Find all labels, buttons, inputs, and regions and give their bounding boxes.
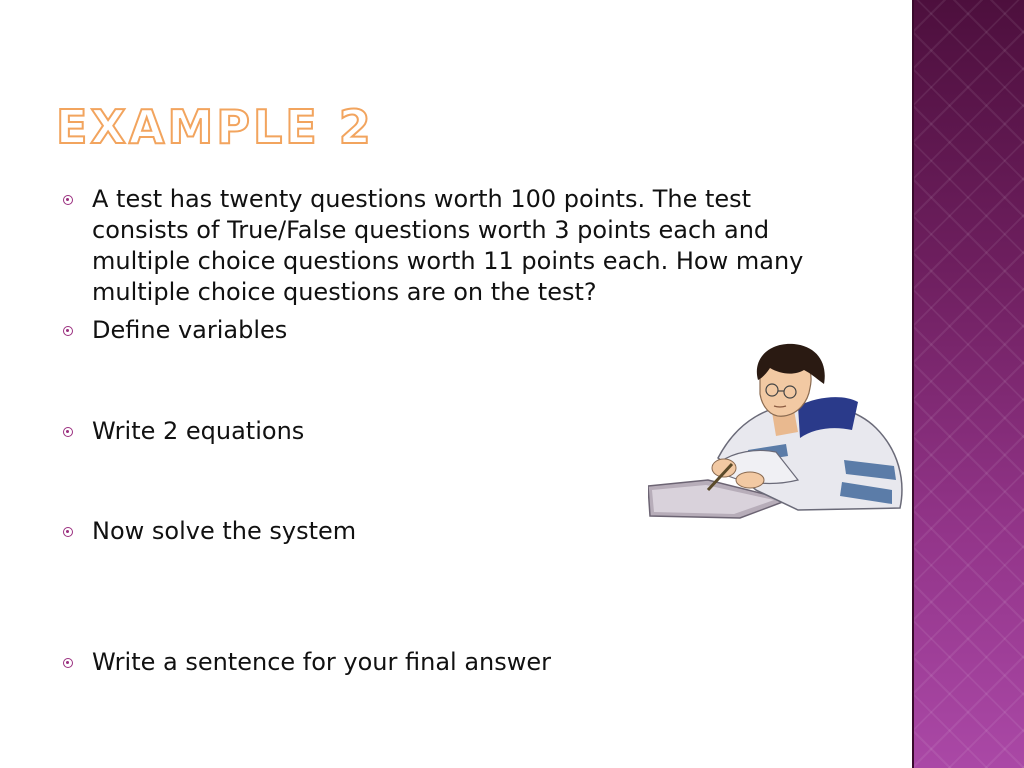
radio-bullet-icon (63, 195, 73, 205)
bullet-item (62, 184, 822, 308)
radio-bullet-icon (63, 427, 73, 437)
bullet-text: Write a sentence for your final answer (92, 648, 552, 676)
bullet-text: Now solve the system (92, 517, 357, 545)
radio-bullet-icon (63, 527, 73, 537)
student-writing-clipart (648, 340, 910, 520)
radio-bullet-icon (63, 326, 73, 336)
bullet-item (62, 516, 822, 547)
bullet-text: A test has twenty questions worth 100 points. The test consists of True/False questions worth 3 points each and multiple choice questions worth 11 points each. How many multiple choice questions are on the test? (92, 185, 804, 306)
bullet-text: Write 2 equations (92, 417, 305, 445)
radio-bullet-icon (63, 658, 73, 668)
slide-title: EXAMPLE 2 (56, 100, 374, 154)
bullet-text: Define variables (92, 316, 288, 344)
side-decor-panel (912, 0, 1024, 768)
side-panel-edge (912, 0, 914, 768)
bullet-item (62, 647, 822, 678)
